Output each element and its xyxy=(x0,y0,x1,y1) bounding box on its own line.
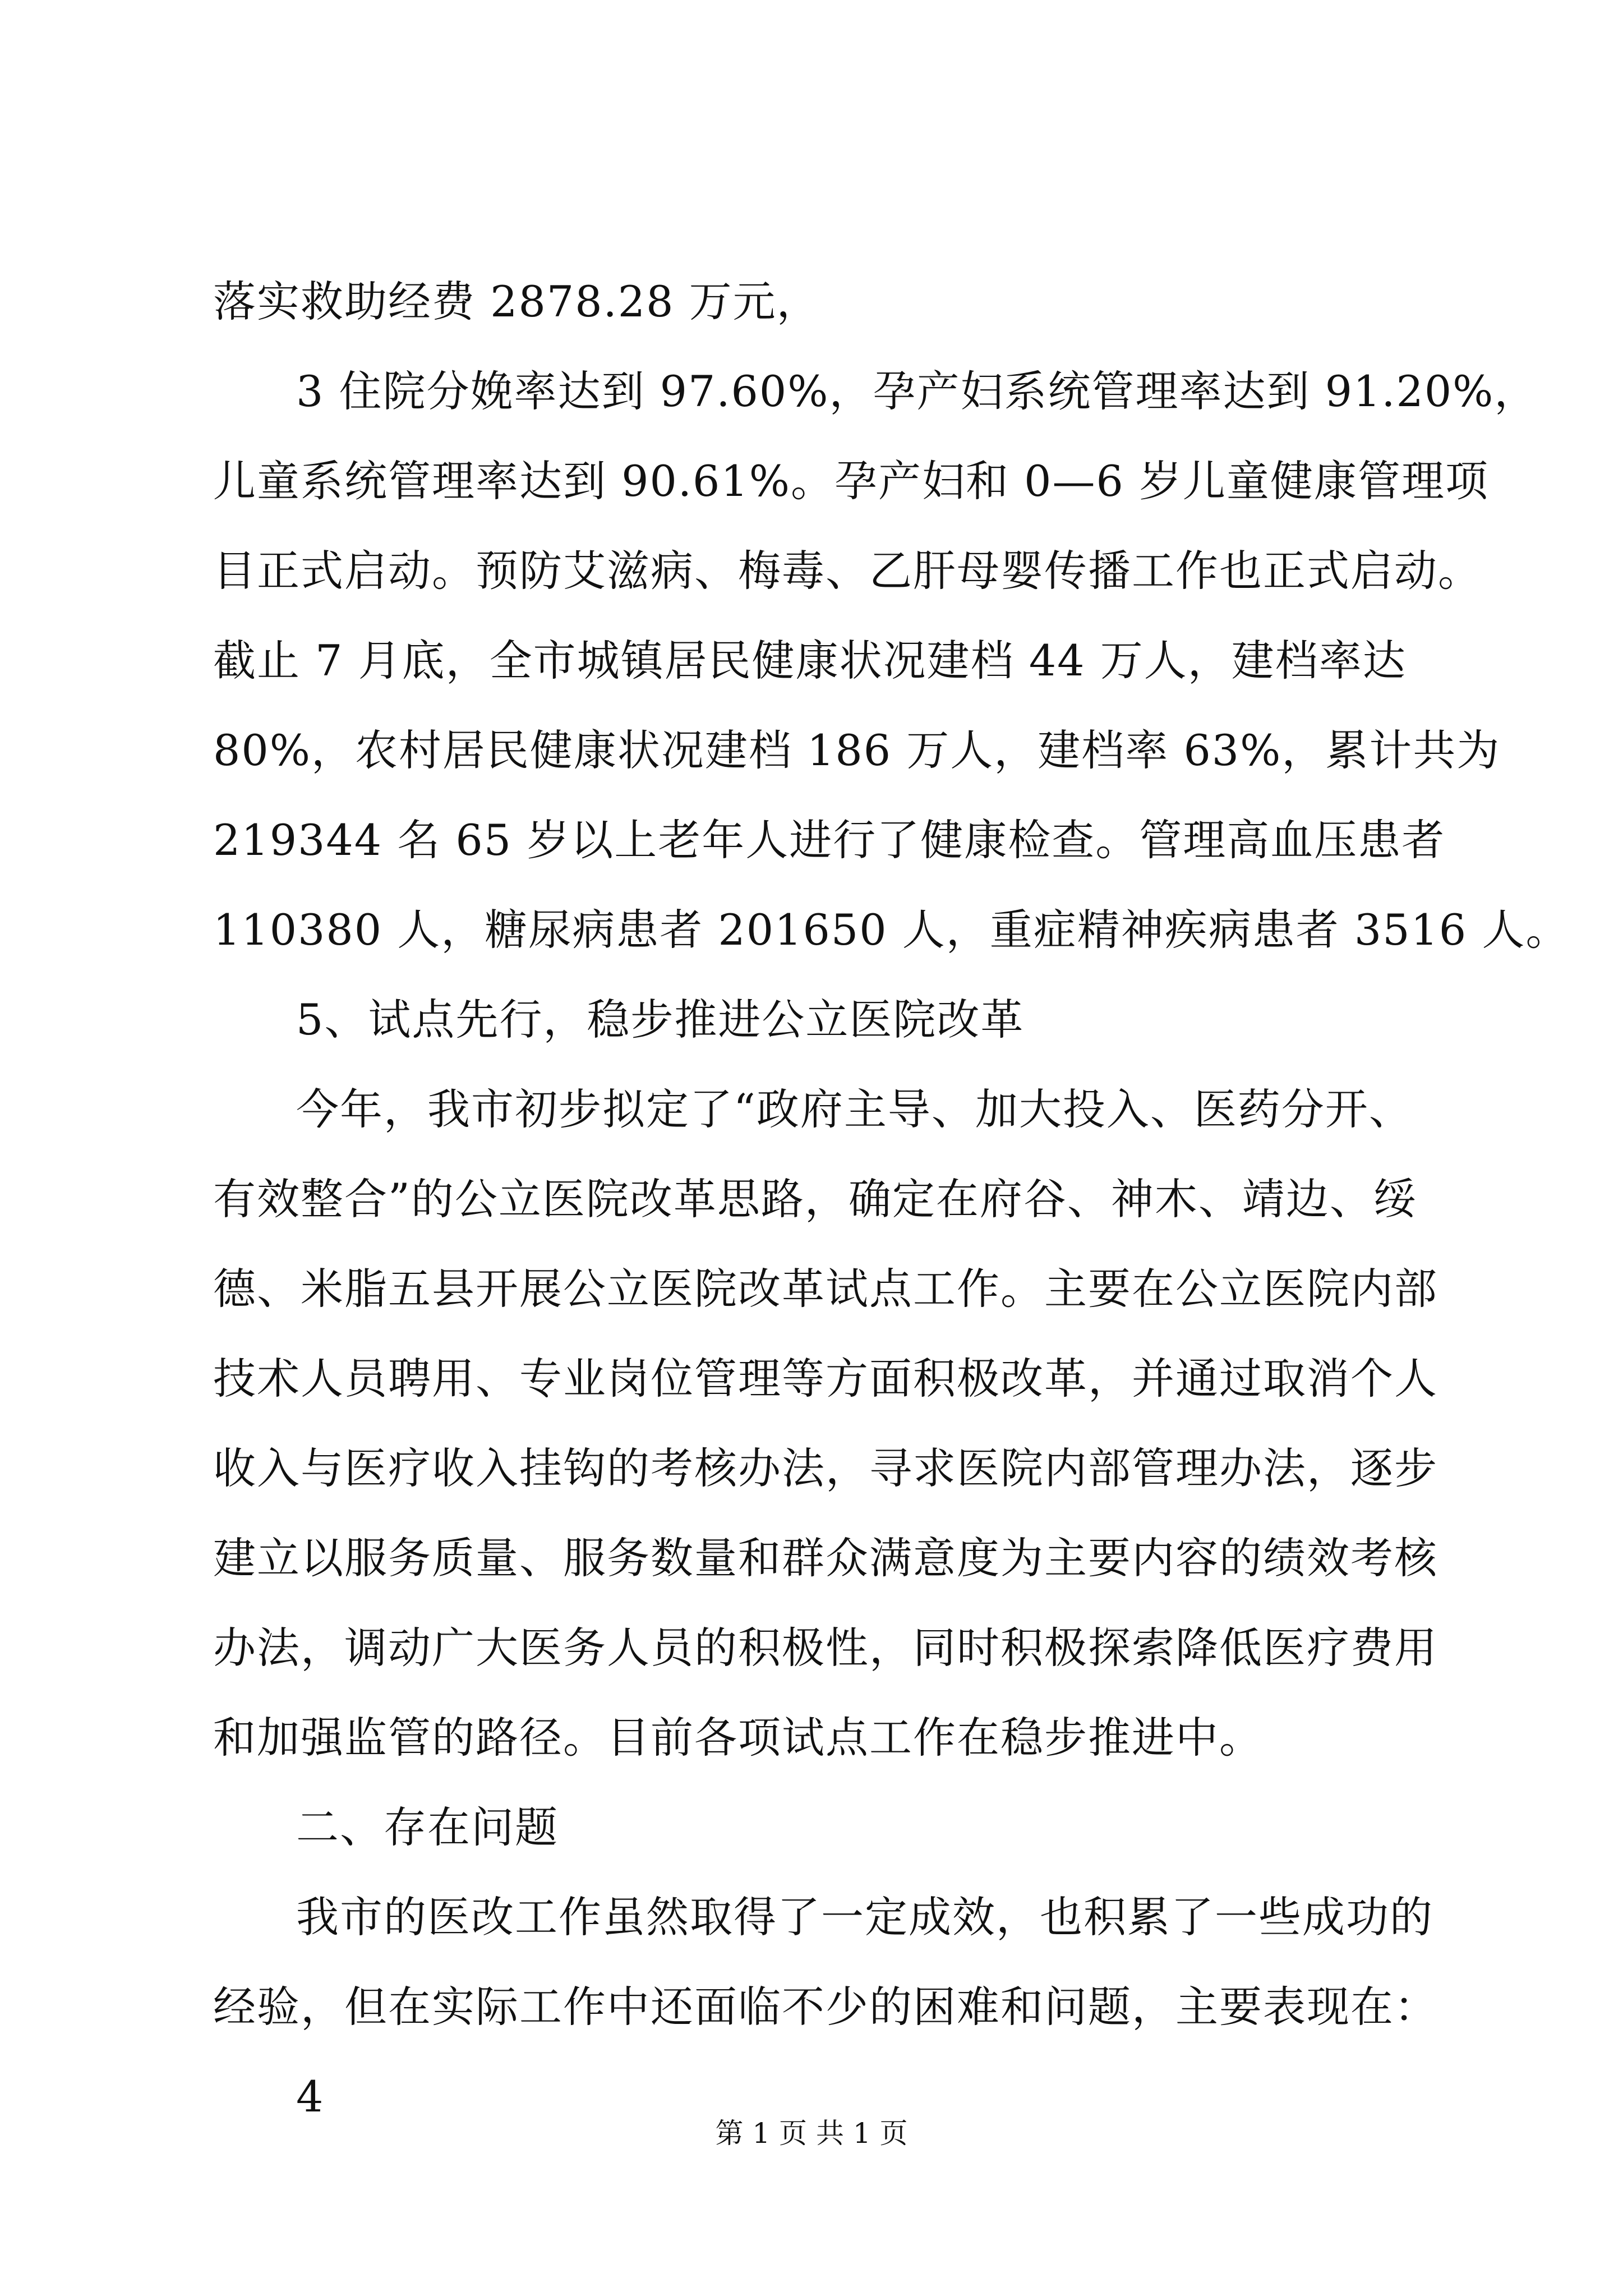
section-heading: 二、存在问题 xyxy=(296,1802,559,1852)
body-line: 截止 7 月底，全市城镇居民健康状况建档 44 万人，建档率达 xyxy=(213,636,1407,685)
body-line: 3 住院分娩率达到 97.60%，孕产妇系统管理率达到 91.20%， xyxy=(296,366,1538,416)
body-line: 80%，农村居民健康状况建档 186 万人，建档率 63%，累计共为 xyxy=(213,725,1501,775)
body-line: 我市的医改工作虽然取得了一定成效，也积累了一些成功的 xyxy=(296,1892,1433,1942)
body-line: 有效整合”的公立医院改革思路，确定在府谷、神木、靖边、绥 xyxy=(213,1174,1417,1224)
section-heading: 5、试点先行，稳步推进公立医院改革 xyxy=(296,995,1025,1045)
body-line: 4 xyxy=(296,2072,325,2122)
body-line: 德、米脂五县开展公立医院改革试点工作。主要在公立医院内部 xyxy=(213,1264,1438,1314)
body-line: 办法，调动广大医务人员的积极性，同时积极探索降低医疗费用 xyxy=(213,1623,1438,1673)
body-line: 技术人员聘用、专业岗位管理等方面积极改革，并通过取消个人 xyxy=(213,1354,1438,1404)
body-line: 今年，我市初步拟定了“政府主导、加大投入、医药分开、 xyxy=(296,1084,1413,1134)
body-line: 儿童系统管理率达到 90.61%。孕产妇和 0—6 岁儿童健康管理项 xyxy=(213,456,1489,506)
body-line: 和加强监管的路径。目前各项试点工作在稳步推进中。 xyxy=(213,1713,1263,1763)
body-line: 落实救助经费 2878.28 万元， xyxy=(213,277,820,326)
body-line: 经验，但在实际工作中还面临不少的困难和问题，主要表现在： xyxy=(213,1982,1438,2032)
body-line: 110380 人，糖尿病患者 201650 人，重症精神疾病患者 3516 人。 xyxy=(213,905,1570,955)
body-line: 收入与医疗收入挂钩的考核办法，寻求医院内部管理办法，逐步 xyxy=(213,1443,1438,1493)
body-line: 建立以服务质量、服务数量和群众满意度为主要内容的绩效考核 xyxy=(213,1533,1438,1583)
body-line: 目正式启动。预防艾滋病、梅毒、乙肝母婴传播工作也正式启动。 xyxy=(213,546,1482,596)
page-footer: 第 1 页 共 1 页 xyxy=(715,2117,908,2150)
body-line: 219344 名 65 岁以上老年人进行了健康检查。管理高血压患者 xyxy=(213,815,1446,865)
